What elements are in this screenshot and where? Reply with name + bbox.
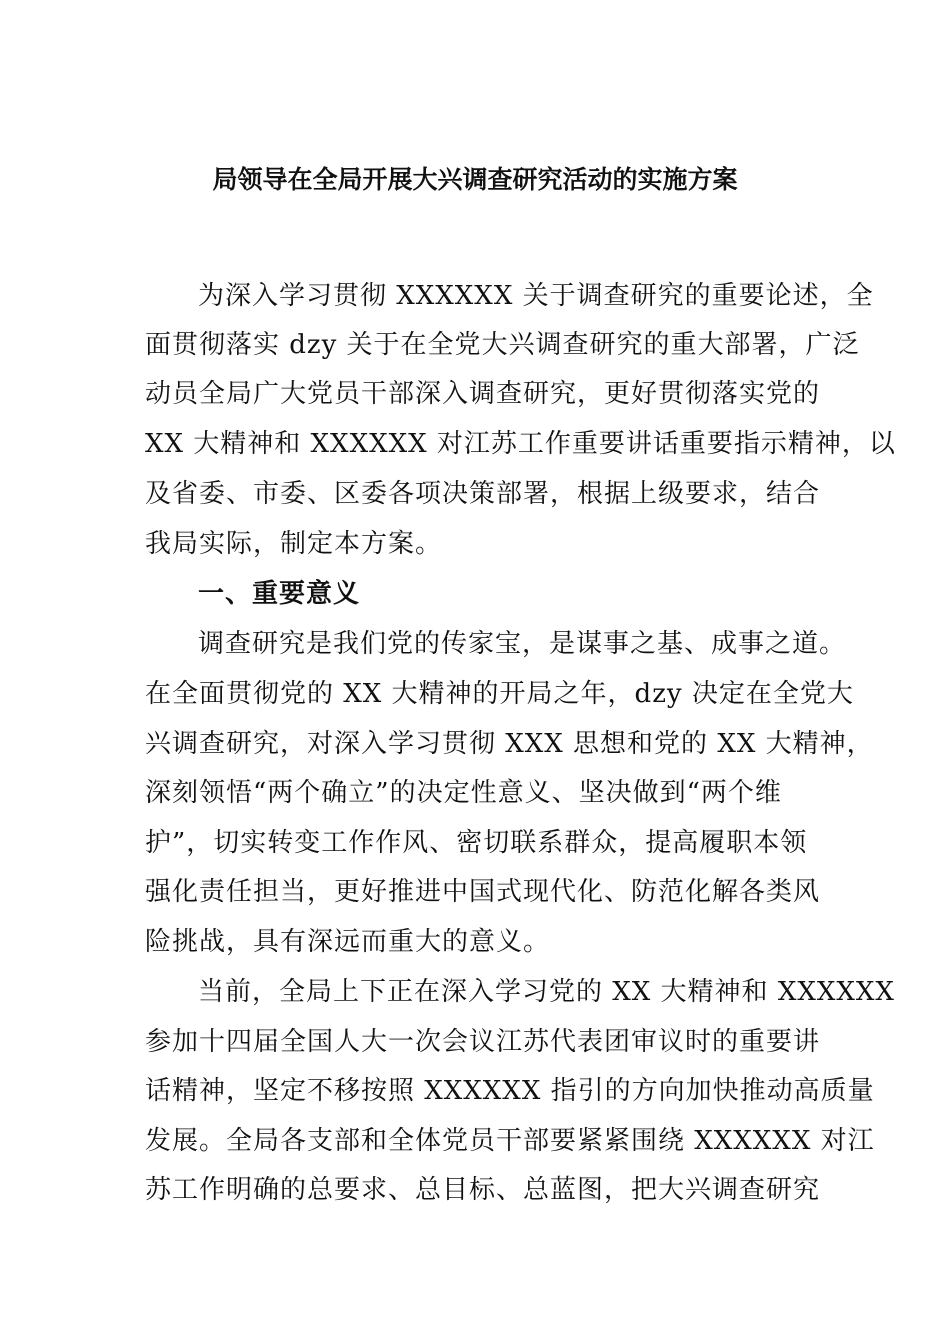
paragraph-line: 面贯彻落实 dzy 关于在全党大兴调查研究的重大部署，广泛 — [145, 330, 860, 360]
paragraph-line: 调查研究是我们党的传家宝，是谋事之基、成事之道。 — [198, 629, 847, 659]
paragraph-line: 险挑战，具有深远而重大的意义。 — [145, 927, 551, 957]
paragraph-line: 苏工作明确的总要求、总目标、总蓝图，把大兴调查研究 — [145, 1175, 821, 1205]
paragraph-line: 当前，全局上下正在深入学习党的 XX 大精神和 XXXXXX — [198, 977, 895, 1007]
paragraph-line: 话精神，坚定不移按照 XXXXXX 指引的方向加快推动高质量 — [145, 1076, 875, 1106]
paragraph-line: 参加十四届全国人大一次会议江苏代表团审议时的重要讲 — [145, 1027, 821, 1057]
paragraph-line: 在全面贯彻党的 XX 大精神的开局之年，dzy 决定在全党大 — [145, 679, 854, 709]
paragraph-line: 深刻领悟“两个确立”的决定性意义、坚决做到“两个维 — [145, 778, 782, 808]
section-heading: 一、重要意义 — [198, 579, 361, 609]
paragraph-line: 我局实际，制定本方案。 — [145, 529, 443, 559]
paragraph-line: 护”，切实转变工作作风、密切联系群众，提高履职本领 — [145, 828, 808, 858]
document-title: 局领导在全局开展大兴调查研究活动的实施方案 — [212, 165, 738, 194]
paragraph-line: 动员全局广大党员干部深入调查研究，更好贯彻落实党的 — [145, 379, 821, 409]
paragraph-line: 及省委、市委、区委各项决策部署，根据上级要求，结合 — [145, 479, 821, 509]
paragraph-line: 为深入学习贯彻 XXXXXX 关于调查研究的重要论述，全 — [198, 281, 874, 311]
paragraph-line: 发展。全局各支部和全体党员干部要紧紧围绕 XXXXXX 对江 — [145, 1126, 875, 1156]
paragraph-line: 兴调查研究，对深入学习贯彻 XXX 思想和党的 XX 大精神， — [145, 729, 874, 759]
paragraph-line: 强化责任担当，更好推进中国式现代化、防范化解各类风 — [145, 877, 821, 907]
paragraph-line: XX 大精神和 XXXXXX 对江苏工作重要讲话重要指示精神，以 — [145, 429, 896, 459]
